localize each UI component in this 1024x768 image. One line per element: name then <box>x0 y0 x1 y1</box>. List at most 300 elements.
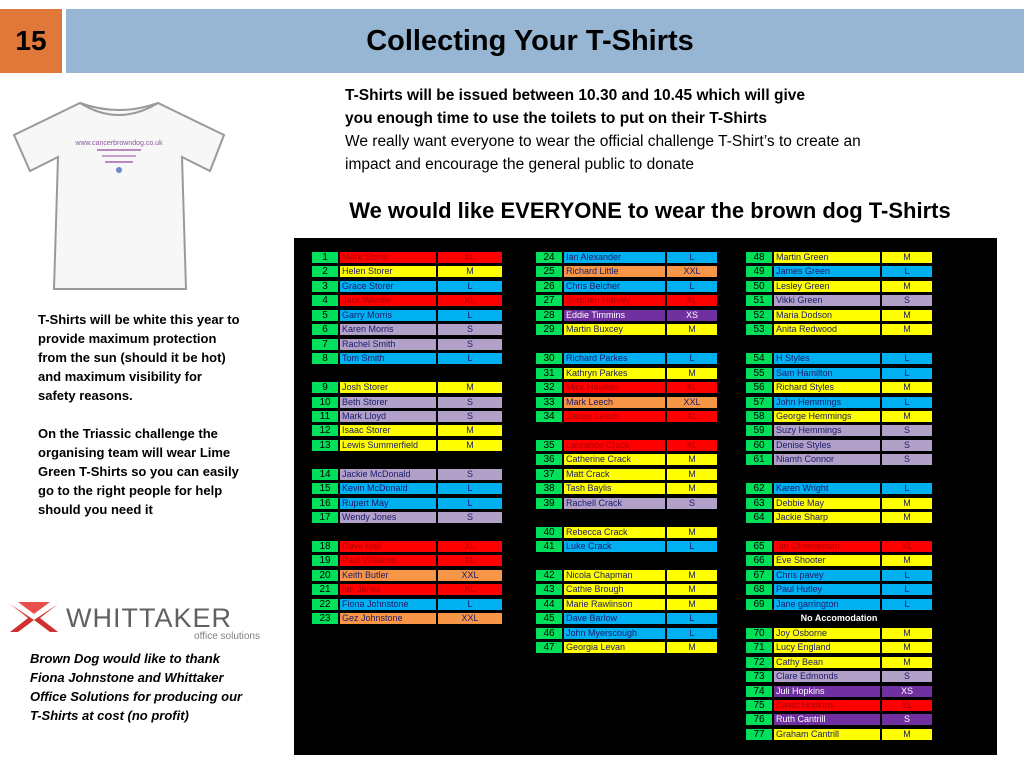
table-row <box>311 294 503 307</box>
row-number: 14 <box>311 468 339 481</box>
row-number: 18 <box>311 540 339 553</box>
row-number: 54 <box>745 352 773 365</box>
shirt-size: M <box>666 641 718 654</box>
row-number: 44 <box>535 598 563 611</box>
shirt-size: L <box>881 396 933 409</box>
participant-name: Paul Hutley <box>773 583 881 596</box>
table-row <box>745 294 933 307</box>
shirt-size: S <box>881 670 933 683</box>
row-number: 33 <box>535 396 563 409</box>
row-number: 53 <box>745 323 773 336</box>
participant-name: Josh Storer <box>339 381 437 394</box>
row-number: 35 <box>535 439 563 452</box>
participant-name: Jackie McDonald <box>339 468 437 481</box>
participant-name: Ian Cheeseman <box>773 540 881 553</box>
table-row <box>311 381 503 394</box>
shirt-size: L <box>881 569 933 582</box>
row-number: 2 <box>311 265 339 278</box>
whittaker-x-icon <box>10 602 58 632</box>
intro-line-1: We really want everyone to wear the official challenge T-Shirt’s to create an <box>345 133 861 150</box>
shirt-size: XL <box>437 251 503 264</box>
participant-name: Chris Belcher <box>563 280 666 293</box>
row-number: 17 <box>311 511 339 524</box>
shirt-size: L <box>881 583 933 596</box>
row-number: 19 <box>311 554 339 567</box>
table-row <box>535 396 718 409</box>
row-number: 42 <box>535 569 563 582</box>
svg-text:office solutions: office solutions <box>194 631 260 642</box>
table-row <box>535 540 718 553</box>
shirt-size: S <box>881 713 933 726</box>
table-row <box>745 554 933 567</box>
table-row <box>535 323 718 336</box>
participant-name: Maria Dodson <box>773 309 881 322</box>
participant-name: Mick Hawkes <box>563 381 666 394</box>
shirt-size: XL <box>666 381 718 394</box>
row-number: 34 <box>535 410 563 423</box>
shirt-size: M <box>881 309 933 322</box>
table-row <box>311 468 503 481</box>
shirt-size: S <box>437 338 503 351</box>
row-number: 77 <box>745 728 773 741</box>
row-number: 49 <box>745 265 773 278</box>
participant-name: Rupert May <box>339 497 437 510</box>
shirt-size: M <box>666 583 718 596</box>
table-row <box>745 453 933 466</box>
row-number: 21 <box>311 583 339 596</box>
participant-name: Sam Hamilton <box>773 367 881 380</box>
row-number: 12 <box>311 424 339 437</box>
row-number: 29 <box>535 323 563 336</box>
row-number: 74 <box>745 685 773 698</box>
participant-name: Graham Cantrill <box>773 728 881 741</box>
table-row <box>745 670 933 683</box>
table-row <box>745 656 933 669</box>
shirt-size: M <box>666 367 718 380</box>
row-number: 6 <box>311 323 339 336</box>
shirt-size: M <box>666 323 718 336</box>
row-number: 13 <box>311 439 339 452</box>
shirt-size: S <box>437 511 503 524</box>
shirt-size: M <box>437 381 503 394</box>
table-row <box>745 309 933 322</box>
table-row <box>535 453 718 466</box>
shirt-size: L <box>437 598 503 611</box>
row-number: 57 <box>745 396 773 409</box>
shirt-size: M <box>881 410 933 423</box>
shirt-size: XL <box>437 540 503 553</box>
participant-name: Eve Shooter <box>773 554 881 567</box>
participant-name: Keith Butler <box>339 569 437 582</box>
row-number: 60 <box>745 439 773 452</box>
shirt-size: M <box>666 453 718 466</box>
row-number: 9 <box>311 381 339 394</box>
table-row <box>311 251 503 264</box>
participant-name: Cathy Bean <box>773 656 881 669</box>
participant-name: Catherine Crack <box>563 453 666 466</box>
table-row <box>535 598 718 611</box>
participant-name: Mark Leech <box>563 396 666 409</box>
shirt-size: L <box>437 352 503 365</box>
participant-name: Stephen Harvey <box>563 294 666 307</box>
row-number: 73 <box>745 670 773 683</box>
intro-bold-line-1: T-Shirts will be issued between 10.30 and 10.45 which will give <box>345 87 805 104</box>
row-number: 24 <box>535 251 563 264</box>
row-number: 1 <box>311 251 339 264</box>
row-number: 51 <box>745 294 773 307</box>
participant-name: Isaac Storer <box>339 424 437 437</box>
participant-name: Jane garrington <box>773 598 881 611</box>
shirt-size: XL <box>437 294 503 307</box>
table-row <box>745 699 933 712</box>
shirt-size: S <box>437 396 503 409</box>
table-row <box>745 280 933 293</box>
table-row <box>745 323 933 336</box>
shirt-size: L <box>881 482 933 495</box>
participant-name: Lucy England <box>773 641 881 654</box>
row-number: 55 <box>745 367 773 380</box>
shirt-size: XXL <box>666 265 718 278</box>
table-row <box>535 294 718 307</box>
participant-name: Luke Crack <box>563 540 666 553</box>
participant-name: Jackie Sharp <box>773 511 881 524</box>
title-bar <box>66 9 1024 73</box>
table-row <box>535 569 718 582</box>
row-number: 45 <box>535 612 563 625</box>
row-number: 48 <box>745 251 773 264</box>
row-number: 52 <box>745 309 773 322</box>
table-row <box>745 540 933 553</box>
table-row <box>745 265 933 278</box>
table-row <box>745 685 933 698</box>
participant-name: Jack Wardle <box>339 294 437 307</box>
row-number: 50 <box>745 280 773 293</box>
table-row <box>311 410 503 423</box>
shirt-size: S <box>666 497 718 510</box>
table-row <box>311 497 503 510</box>
row-number: 72 <box>745 656 773 669</box>
participant-name: Tash Baylis <box>563 482 666 495</box>
row-number: 75 <box>745 699 773 712</box>
shirt-size: M <box>881 656 933 669</box>
shirt-size: L <box>881 598 933 611</box>
table-row <box>311 554 503 567</box>
shirt-size: XXL <box>437 612 503 625</box>
tshirt-print-text: www.cancerbrowndog.co.uk <box>75 140 163 147</box>
participant-name: Dave Hall <box>339 540 437 553</box>
svg-text:WHITTAKER: WHITTAKER <box>66 603 232 633</box>
participant-name: Matt Crack <box>563 468 666 481</box>
participant-name: Eddie Timmins <box>563 309 666 322</box>
shirt-size: XL <box>666 410 718 423</box>
row-number: 28 <box>535 309 563 322</box>
shirt-size: M <box>437 424 503 437</box>
participant-name: Cathie Brough <box>563 583 666 596</box>
participant-name: H Styles <box>773 352 881 365</box>
table-row <box>745 424 933 437</box>
table-row <box>535 468 718 481</box>
row-number: 59 <box>745 424 773 437</box>
left-note-para-2: On the Triassic challenge the organising team will wear Lime Green T-Shirts so you can easily go to the right people for help should you need it <box>38 426 239 517</box>
table-row <box>745 598 933 611</box>
participant-name: Joy Osborne <box>773 627 881 640</box>
table-row <box>311 352 503 365</box>
shirt-size: M <box>881 381 933 394</box>
shirt-size: M <box>666 482 718 495</box>
table-row <box>535 641 718 654</box>
table-row <box>311 323 503 336</box>
participant-name: Debbie May <box>773 497 881 510</box>
participant-name: Rachel Smith <box>339 338 437 351</box>
row-number: 61 <box>745 453 773 466</box>
participant-name: Mark Lloyd <box>339 410 437 423</box>
participant-name: George Hemmings <box>773 410 881 423</box>
tshirt-image <box>2 95 237 295</box>
row-number: 27 <box>535 294 563 307</box>
participant-name: Ian Alexander <box>563 251 666 264</box>
table-row <box>535 251 718 264</box>
participant-name: John Myerscough <box>563 627 666 640</box>
row-number: 10 <box>311 396 339 409</box>
table-row <box>745 352 933 365</box>
table-row <box>535 526 718 539</box>
shirt-size: S <box>881 424 933 437</box>
row-number: 46 <box>535 627 563 640</box>
row-number: 39 <box>535 497 563 510</box>
shirt-size: XL <box>666 439 718 452</box>
row-number: 31 <box>535 367 563 380</box>
row-number: 4 <box>311 294 339 307</box>
table-row <box>311 424 503 437</box>
row-number: 66 <box>745 554 773 567</box>
table-row <box>745 439 933 452</box>
participant-name: Juli Hopkins <box>773 685 881 698</box>
slide-number: 15 <box>0 9 62 73</box>
participant-name: John Hemmings <box>773 396 881 409</box>
shirt-size: XS <box>881 685 933 698</box>
row-number: 47 <box>535 641 563 654</box>
table-row <box>311 540 503 553</box>
shirt-size: M <box>666 569 718 582</box>
row-number: 40 <box>535 526 563 539</box>
shirt-size: M <box>881 511 933 524</box>
row-number: 67 <box>745 569 773 582</box>
participant-name: Laurance Crack <box>563 439 666 452</box>
shirt-size: M <box>881 728 933 741</box>
shirt-size: L <box>881 352 933 365</box>
table-row <box>535 439 718 452</box>
shirt-size: XL <box>437 554 503 567</box>
left-note-para-1: T-Shirts will be white this year to provide maximum protection from the sun (should it be hot) and maximum visibility for safety reasons. <box>38 312 240 403</box>
table-row <box>535 627 718 640</box>
row-number: 63 <box>745 497 773 510</box>
tshirt-allocation-table <box>294 238 997 755</box>
shirt-size: XXL <box>666 396 718 409</box>
participant-name: Beth Storer <box>339 396 437 409</box>
row-number: 15 <box>311 482 339 495</box>
row-number: 76 <box>745 713 773 726</box>
participant-name: Vikki Green <box>773 294 881 307</box>
left-note <box>38 310 243 538</box>
no-accommodation-label: No Accomodation <box>800 613 878 624</box>
whittaker-logo <box>8 598 263 643</box>
shirt-size: M <box>437 439 503 452</box>
row-number: 32 <box>535 381 563 394</box>
shirt-size: L <box>666 251 718 264</box>
table-row <box>745 511 933 524</box>
row-number: 68 <box>745 583 773 596</box>
table-row <box>535 381 718 394</box>
table-row <box>745 497 933 510</box>
row-number: 69 <box>745 598 773 611</box>
participant-name: Wendy Jones <box>339 511 437 524</box>
table-row <box>745 627 933 640</box>
shirt-size: L <box>666 627 718 640</box>
shirt-size: L <box>437 497 503 510</box>
row-number: 56 <box>745 381 773 394</box>
table-row <box>745 583 933 596</box>
page-title: Collecting Your T-Shirts <box>366 25 694 57</box>
participant-name: Nicola Chapman <box>563 569 666 582</box>
shirt-size: S <box>881 294 933 307</box>
row-number: 37 <box>535 468 563 481</box>
participant-name: Denise Styles <box>773 439 881 452</box>
table-row <box>535 583 718 596</box>
row-number: 16 <box>311 497 339 510</box>
thanks-note: Brown Dog would like to thank Fiona Johnstone and Whittaker Office Solutions for producing our T-Shirts at cost (no profit) <box>30 651 243 723</box>
shirt-size: L <box>881 265 933 278</box>
table-row <box>745 569 933 582</box>
table-row <box>535 482 718 495</box>
participant-name: Suzy Hemmings <box>773 424 881 437</box>
table-row <box>311 569 503 582</box>
participant-name: Dave Barlow <box>563 612 666 625</box>
shirt-size: XS <box>666 309 718 322</box>
table-row <box>745 367 933 380</box>
shirt-size: XL <box>437 583 503 596</box>
row-number: 3 <box>311 280 339 293</box>
participant-name: Richard Little <box>563 265 666 278</box>
row-number: 64 <box>745 511 773 524</box>
table-row <box>535 367 718 380</box>
table-row <box>745 410 933 423</box>
participant-name: Tom Smith <box>339 352 437 365</box>
participant-name: Grace Storer <box>339 280 437 293</box>
row-number: 30 <box>535 352 563 365</box>
shirt-size: L <box>881 367 933 380</box>
table-row <box>745 641 933 654</box>
shirt-size: S <box>437 410 503 423</box>
participant-name: Karen Wright <box>773 482 881 495</box>
table-row <box>745 396 933 409</box>
intro-text <box>345 84 985 176</box>
participant-name: Anita Redwood <box>773 323 881 336</box>
shirt-size: M <box>881 627 933 640</box>
row-number: 71 <box>745 641 773 654</box>
shirt-size: M <box>666 598 718 611</box>
table-row <box>311 439 503 452</box>
shirt-size: M <box>437 265 503 278</box>
row-number: 20 <box>311 569 339 582</box>
participant-name: Lewis Summerfield <box>339 439 437 452</box>
shirt-size: M <box>666 468 718 481</box>
table-row <box>745 713 933 726</box>
shirt-size: M <box>666 526 718 539</box>
table-row <box>745 482 933 495</box>
shirt-size: L <box>666 280 718 293</box>
table-row <box>311 482 503 495</box>
participant-name: Niamh Connor <box>773 453 881 466</box>
participant-name: Garry Morris <box>339 309 437 322</box>
participant-name: Clare Edmonds <box>773 670 881 683</box>
participant-name: Richard Parkes <box>563 352 666 365</box>
intro-line-2: impact and encourage the general public to donate <box>345 156 694 173</box>
participant-name: Helen Storer <box>339 265 437 278</box>
shirt-size: L <box>437 309 503 322</box>
shirt-size: XL <box>666 294 718 307</box>
shirt-size: M <box>881 251 933 264</box>
participant-name: Rachell Crack <box>563 497 666 510</box>
shirt-size: M <box>881 323 933 336</box>
participant-name: Kevin McDonald <box>339 482 437 495</box>
table-row <box>311 280 503 293</box>
participant-name: Kathryn Parkes <box>563 367 666 380</box>
participant-name: Ian Jarvis <box>339 583 437 596</box>
participant-name: Marie Rawlinson <box>563 598 666 611</box>
participant-name: Mark Storer <box>339 251 437 264</box>
shirt-size: M <box>881 641 933 654</box>
shirt-size: L <box>666 540 718 553</box>
row-number: 62 <box>745 482 773 495</box>
table-row <box>311 511 503 524</box>
shirt-size: S <box>881 439 933 452</box>
shirt-size: L <box>437 482 503 495</box>
participant-name: Georgia Levan <box>563 641 666 654</box>
table-row <box>535 410 718 423</box>
participant-name: James Green <box>773 265 881 278</box>
shirt-size: L <box>437 280 503 293</box>
table-row <box>311 598 503 611</box>
table-row <box>745 251 933 264</box>
shirt-size: L <box>666 352 718 365</box>
shirt-size: XXL <box>437 569 503 582</box>
shirt-size: S <box>437 323 503 336</box>
shirt-size: M <box>881 497 933 510</box>
brown-dog-banner: We would like EVERYONE to wear the brown dog T-Shirts <box>349 198 951 223</box>
table-row <box>535 612 718 625</box>
row-number: 8 <box>311 352 339 365</box>
participant-name: Rebecca Crack <box>563 526 666 539</box>
participant-name: Lesley Green <box>773 280 881 293</box>
shirt-size: M <box>881 280 933 293</box>
participant-name: Jacqui Leech <box>563 410 666 423</box>
row-number: 7 <box>311 338 339 351</box>
table-row <box>311 338 503 351</box>
row-number: 70 <box>745 627 773 640</box>
participant-name: Paul Williams <box>339 554 437 567</box>
participant-name: Gez Johnstone <box>339 612 437 625</box>
participant-name: Martin Buxcey <box>563 323 666 336</box>
row-number: 36 <box>535 453 563 466</box>
table-row <box>745 381 933 394</box>
table-row <box>535 265 718 278</box>
shirt-size: S <box>881 453 933 466</box>
row-number: 5 <box>311 309 339 322</box>
shirt-size: M <box>881 554 933 567</box>
table-row <box>535 280 718 293</box>
table-row <box>311 612 503 625</box>
row-number: 58 <box>745 410 773 423</box>
